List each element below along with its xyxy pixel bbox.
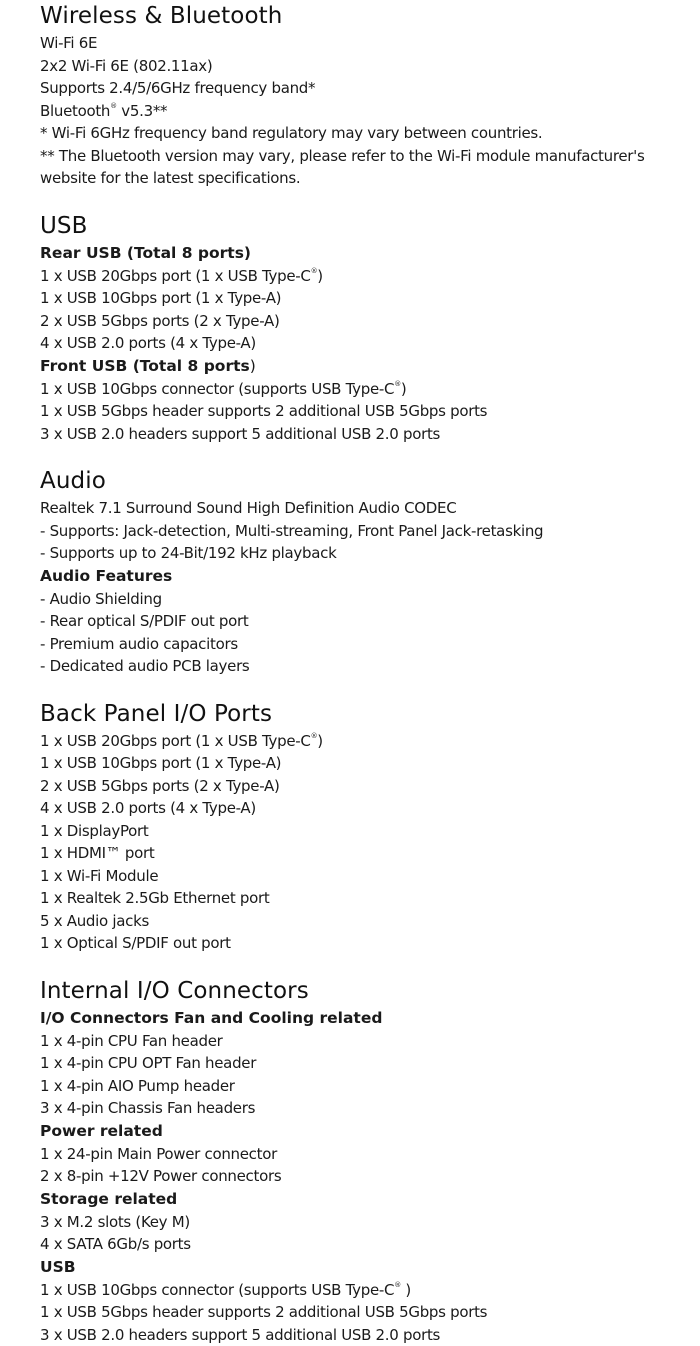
rear-usb-item-close: ): [317, 266, 323, 285]
registered-mark: ®: [310, 731, 318, 740]
wireless-section: [40, 0, 680, 190]
wifi-band: Supports 2.4/5/6GHz frequency band*: [40, 79, 316, 97]
registered-mark: ®: [110, 101, 117, 110]
front-usb-item-text: 1 x USB 10Gbps connector (supports USB Type-C: [40, 379, 395, 398]
wifi-name: Wi-Fi 6E: [40, 34, 98, 52]
usb-section: [40, 210, 680, 446]
audio-support: - Supports up to 24-Bit/192 kHz playback: [40, 544, 337, 562]
audio-codec: Realtek 7.1 Surround Sound High Definition Audio CODEC: [40, 499, 457, 517]
back-panel-port: 4 x USB 2.0 ports (4 x Type-A): [40, 799, 256, 817]
front-usb-item: [40, 378, 680, 401]
rear-usb-item: 4 x USB 2.0 ports (4 x Type-A): [40, 334, 256, 352]
internal-usb-item: [40, 1279, 680, 1302]
audio-feature: - Audio Shielding: [40, 589, 162, 608]
back-panel-port: 1 x USB 10Gbps port (1 x Type-A): [40, 754, 282, 772]
internal-usb-item: 3 x USB 2.0 headers support 5 additional USB 2.0 ports: [40, 1325, 441, 1344]
audio-title: Audio: [40, 468, 106, 494]
power-heading: Power related: [40, 1121, 163, 1140]
front-usb-item: 3 x USB 2.0 headers support 5 additional USB 2.0 ports: [40, 424, 441, 443]
audio-features-heading: Audio Features: [40, 566, 173, 585]
bluetooth-version-value: v5.3**: [116, 101, 168, 120]
back-panel-port: 1 x Realtek 2.5Gb Ethernet port: [40, 889, 270, 907]
audio-section: [40, 465, 680, 678]
storage-item: 3 x M.2 slots (Key M): [40, 1212, 190, 1231]
audio-support: - Supports: Jack-detection, Multi-streaming, Front Panel Jack-retasking: [40, 521, 544, 540]
internal-usb-item-text: 1 x USB 10Gbps connector (supports USB Type-C: [40, 1280, 395, 1299]
wifi-regulatory-note: * Wi-Fi 6GHz frequency band regulatory may vary between countries.: [40, 124, 543, 142]
internal-usb-heading: USB: [40, 1257, 76, 1276]
fan-header-item: 1 x 4-pin CPU OPT Fan header: [40, 1054, 257, 1072]
front-usb-item: 1 x USB 5Gbps header supports 2 additional USB 5Gbps ports: [40, 402, 488, 420]
back-panel-port-close: ): [317, 731, 323, 750]
wireless-title: Wireless & Bluetooth: [40, 3, 283, 29]
registered-mark: ®: [310, 266, 318, 275]
fan-header-item: 1 x 4-pin CPU Fan header: [40, 1031, 223, 1050]
rear-usb-item: 1 x USB 10Gbps port (1 x Type-A): [40, 289, 282, 307]
power-item: 2 x 8-pin +12V Power connectors: [40, 1167, 282, 1185]
front-usb-heading-text: Front USB (Total 8 ports: [40, 356, 250, 375]
storage-item: 4 x SATA 6Gb/s ports: [40, 1235, 191, 1253]
wifi-spec: 2x2 Wi-Fi 6E (802.11ax): [40, 56, 213, 75]
rear-usb-heading: Rear USB (Total 8 ports): [40, 243, 252, 262]
power-item: 1 x 24-pin Main Power connector: [40, 1144, 277, 1163]
internal-usb-item: 1 x USB 5Gbps header supports 2 additional USB 5Gbps ports: [40, 1303, 488, 1321]
registered-mark: ®: [394, 379, 401, 388]
audio-feature: - Rear optical S/PDIF out port: [40, 612, 249, 630]
internal-section: [40, 975, 680, 1346]
back-panel-port: 1 x Optical S/PDIF out port: [40, 934, 231, 952]
rear-usb-item-text: 1 x USB 20Gbps port (1 x USB Type-C: [40, 266, 311, 285]
back-panel-port: 1 x HDMI™ port: [40, 844, 155, 862]
back-panel-title: Back Panel I/O Ports: [40, 700, 273, 727]
fan-header-item: 3 x 4-pin Chassis Fan headers: [40, 1099, 256, 1117]
back-panel-section: [40, 698, 680, 955]
bluetooth-label: Bluetooth: [40, 101, 111, 120]
internal-title: Internal I/O Connectors: [40, 977, 309, 1004]
bluetooth-version-note: ** The Bluetooth version may vary, please refer to the Wi-Fi module manufacturer's website for the latest specifications.: [40, 146, 645, 187]
back-panel-port: 1 x DisplayPort: [40, 821, 149, 840]
fan-header-item: 1 x 4-pin AIO Pump header: [40, 1076, 235, 1095]
back-panel-port-text: 1 x USB 20Gbps port (1 x USB Type-C: [40, 731, 311, 750]
back-panel-port: [40, 730, 680, 753]
usb-title: USB: [40, 212, 88, 239]
rear-usb-item: [40, 265, 680, 288]
audio-feature: - Dedicated audio PCB layers: [40, 657, 250, 675]
back-panel-port: 1 x Wi-Fi Module: [40, 866, 159, 885]
back-panel-port: 5 x Audio jacks: [40, 911, 149, 930]
audio-feature: - Premium audio capacitors: [40, 634, 238, 653]
bluetooth-version: [40, 100, 680, 123]
front-usb-heading: [40, 355, 680, 378]
spec-sheet: [40, 0, 680, 1346]
internal-usb-item-close: ): [400, 1280, 411, 1299]
registered-mark: ®: [394, 1280, 401, 1289]
front-usb-item-close: ): [400, 379, 407, 398]
storage-heading: Storage related: [40, 1189, 178, 1208]
rear-usb-item: 2 x USB 5Gbps ports (2 x Type-A): [40, 311, 280, 330]
back-panel-port: 2 x USB 5Gbps ports (2 x Type-A): [40, 776, 280, 795]
front-usb-heading-close: ): [249, 356, 256, 375]
fan-cooling-heading: I/O Connectors Fan and Cooling related: [40, 1008, 383, 1027]
